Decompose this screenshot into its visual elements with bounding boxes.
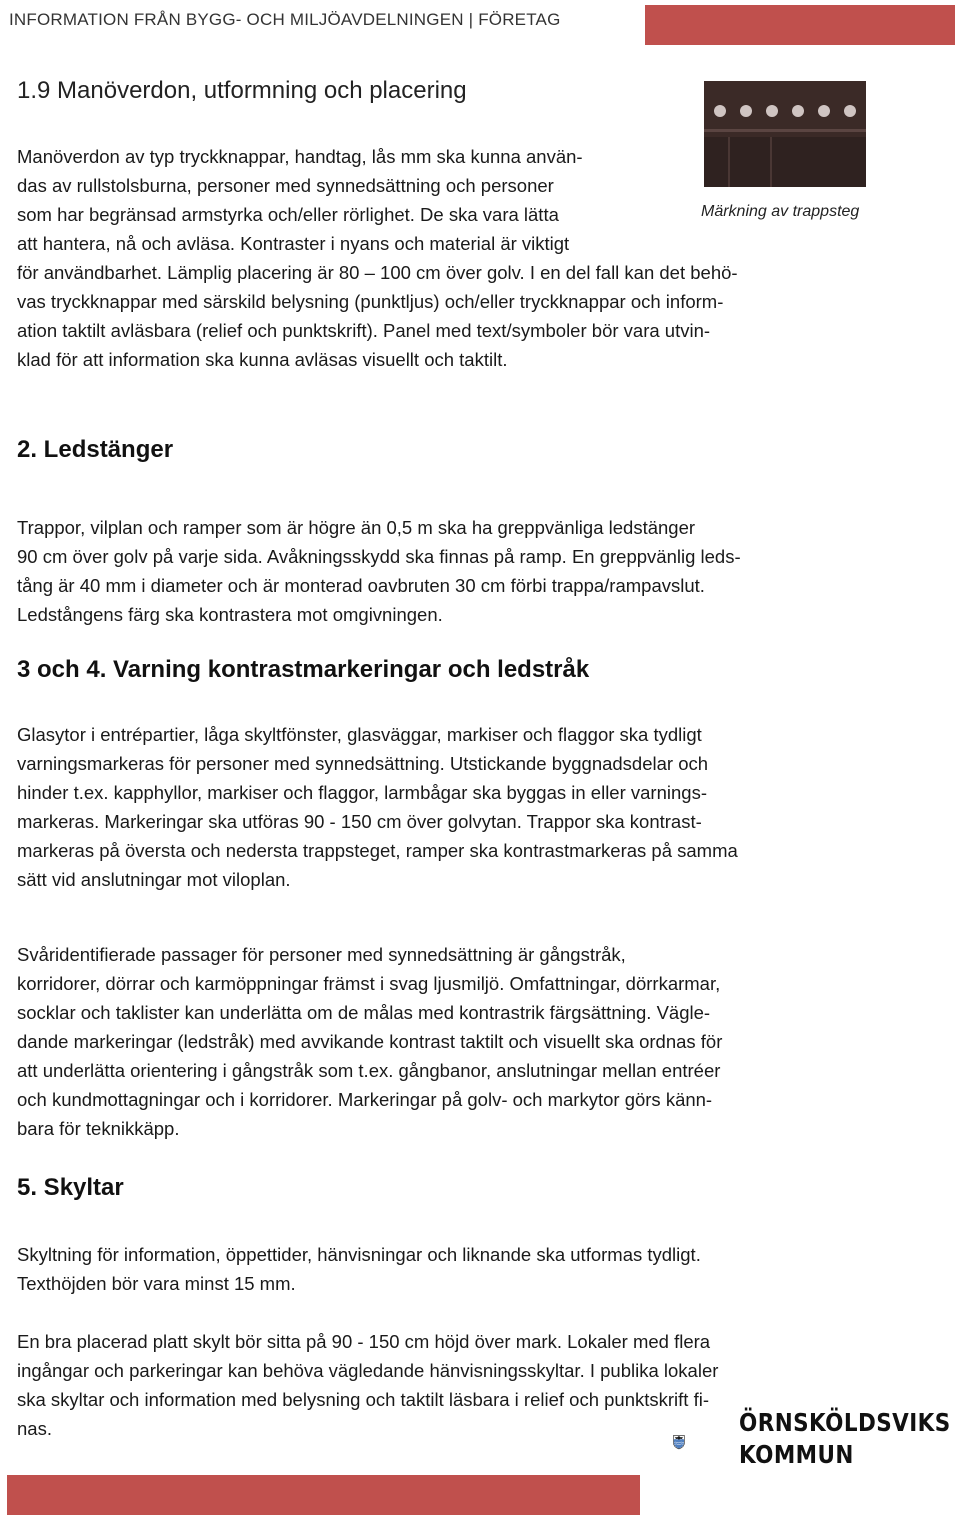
- text-line: hinder t.ex. kapphyllor, markiser och flaggor, larmbågar ska byggas in eller varnings-: [17, 782, 707, 803]
- text-line: Trappor, vilplan och ramper som är högre än 0,5 m ska ha greppvänliga ledstänger: [17, 517, 696, 538]
- text-line: ingångar och parkeringar kan behöva vägledande hänvisningsskyltar. I publika lokaler: [17, 1360, 719, 1381]
- text-line: varningsmarkeras för personer med synnedsättning. Utstickande byggnadsdelar och: [17, 753, 709, 774]
- municipality-crest-icon: [672, 1410, 732, 1474]
- header-accent-bar: [645, 5, 955, 45]
- municipality-name-line-2: KOMMUN: [739, 1440, 854, 1469]
- text-line: att underlätta orientering i gångstråk som t.ex. gångbanor, anslutningar mellan entréer: [17, 1060, 721, 1081]
- text-line: tång är 40 mm i diameter och är monterad oavbruten 30 cm förbi trappa/rampavslut.: [17, 575, 705, 596]
- text-line: klad för att information ska kunna avläsas visuellt och taktilt.: [17, 349, 508, 370]
- text-line: Texthöjden bör vara minst 15 mm.: [17, 1273, 296, 1294]
- text-line: Svåridentifierade passager för personer med synnedsättning är gångstråk,: [17, 944, 626, 965]
- text-line: och kundmottagningar och i korridorer. Markeringar på golv- och markytor görs känn-: [17, 1089, 713, 1110]
- text-line: Manöverdon av typ tryckknappar, handtag, lås mm ska kunna använ-: [17, 146, 583, 167]
- text-line: das av rullstolsburna, personer med synnedsättning och personer: [17, 175, 554, 196]
- section-34-heading: 3 och 4. Varning kontrastmarkeringar och ledstråk: [17, 656, 590, 683]
- text-line: Skyltning för information, öppettider, hänvisningar och liknande ska utformas tydligt.: [17, 1244, 701, 1265]
- text-line: En bra placerad platt skylt bör sitta på 90 - 150 cm höjd över mark. Lokaler med flera: [17, 1331, 711, 1352]
- text-line: bara för teknikkäpp.: [17, 1118, 180, 1139]
- section-2-heading: 2. Ledstänger: [17, 436, 174, 463]
- text-line: markeras. Markeringar ska utföras 90 - 150 cm över golvytan. Trappor ska kontrast-: [17, 811, 702, 832]
- text-line: nas.: [17, 1418, 52, 1439]
- text-line: Ledstångens färg ska kontrastera mot omgivningen.: [17, 604, 443, 625]
- section-34-paragraph-2: [17, 940, 722, 1143]
- stair-marking-photo: [704, 81, 866, 187]
- section-34-paragraph-1: [17, 720, 738, 894]
- text-line: att hantera, nå och avläsa. Kontraster i nyans och material är viktigt: [17, 233, 570, 254]
- section-2-paragraph: [17, 513, 741, 629]
- text-line: dande markeringar (ledstråk) med avvikande kontrast taktilt och visuellt ska ordnas för: [17, 1031, 723, 1052]
- page-header-title: INFORMATION FRÅN BYGG- OCH MILJÖAVDELNINGEN | FÖRETAG: [9, 10, 561, 29]
- text-line: socklar och taklister kan underlätta om de målas med kontrastrik färgsättning. Vägle-: [17, 1002, 711, 1023]
- text-line: Glasytor i entrépartier, låga skyltfönster, glasväggar, markiser och flaggor ska tydligt: [17, 724, 702, 745]
- text-line: vas tryckknappar med särskild belysning (punktljus) och/eller tryckknappar och inform-: [17, 291, 724, 312]
- municipality-name-line-1: ÖRNSKÖLDSVIKS: [739, 1408, 951, 1437]
- text-line: korridorer, dörrar och karmöppningar främst i svag ljusmiljö. Omfattningar, dörrkarmar,: [17, 973, 721, 994]
- text-line: sätt vid anslutningar mot viloplan.: [17, 869, 291, 890]
- text-line: för användbarhet. Lämplig placering är 80 – 100 cm över golv. I en del fall kan det behö-: [17, 262, 738, 283]
- section-5-paragraph-2: [17, 1327, 718, 1443]
- section-19-paragraph: [17, 142, 738, 374]
- text-line: markeras på översta och nedersta trappsteget, ramper ska kontrastmarkeras på samma: [17, 840, 738, 861]
- footer-accent-bar: [7, 1475, 640, 1515]
- text-line: ska skyltar och information med belysning och taktilt läsbara i relief och punktskrift fi-: [17, 1389, 709, 1410]
- section-5-paragraph-1: [17, 1240, 701, 1298]
- text-line: som har begränsad armstyrka och/eller rörlighet. De ska vara lätta: [17, 204, 559, 225]
- text-line: 90 cm över golv på varje sida. Avåkningsskydd ska finnas på ramp. En greppvänlig leds-: [17, 546, 741, 567]
- section-19-heading: 1.9 Manöverdon, utformning och placering: [17, 77, 467, 104]
- photo-caption: Märkning av trappsteg: [701, 203, 860, 220]
- section-5-heading: 5. Skyltar: [17, 1174, 124, 1201]
- text-line: ation taktilt avläsbara (relief och punktskrift). Panel med text/symboler bör vara utvin-: [17, 320, 711, 341]
